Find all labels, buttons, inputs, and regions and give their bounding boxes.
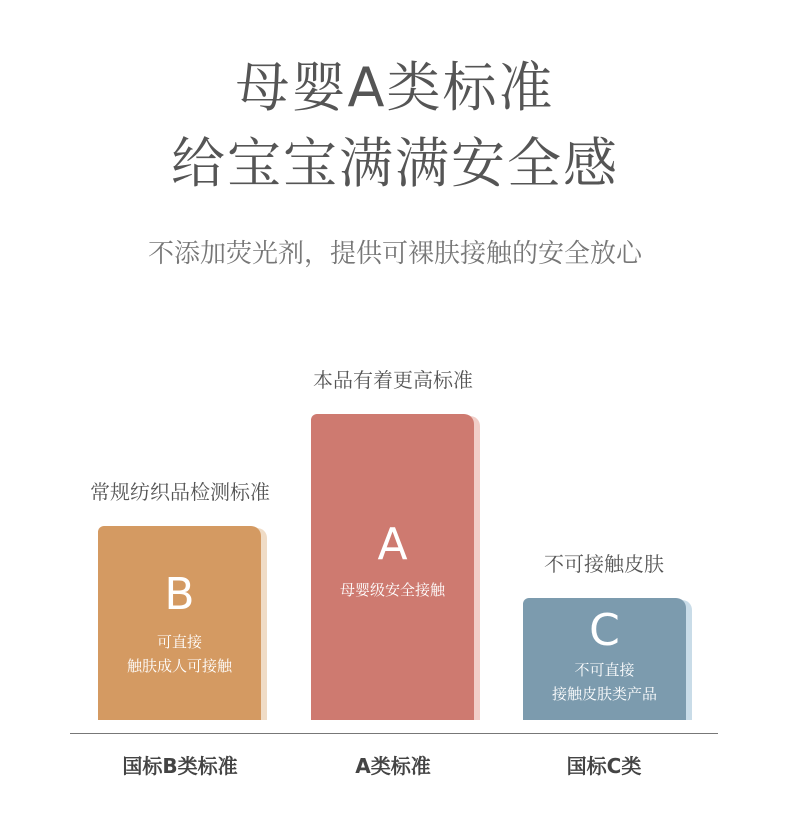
category-label: 国标C类 (566, 754, 642, 778)
bar-label-above: 不可接触皮肤 (544, 552, 664, 576)
chart-baseline (70, 733, 718, 734)
page-subtitle: 不添加荧光剂，提供可裸肤接触的安全放心 (147, 239, 642, 269)
category-label: A类标准 (355, 754, 431, 778)
page-title-line2: 给宝宝满满安全感 (171, 132, 619, 195)
bar-letter: C (589, 605, 620, 656)
bar-a (311, 414, 474, 720)
bar-c (523, 598, 686, 720)
bar-description: 不可直接 接触皮肤类产品 (551, 661, 657, 703)
bar-description: 可直接 触肤成人可接触 (126, 633, 232, 675)
bar-description: 母婴级安全接触 (339, 581, 445, 599)
bar-label-above: 本品有着更高标准 (313, 368, 473, 392)
bar-letter: A (377, 519, 408, 570)
page-title-line1: 母婴A类标准 (235, 56, 555, 119)
bar-label-above: 常规纺织品检测标准 (90, 480, 270, 504)
bar-letter: B (164, 569, 195, 620)
bar-b (98, 526, 261, 720)
category-label: 国标B类标准 (122, 754, 238, 778)
